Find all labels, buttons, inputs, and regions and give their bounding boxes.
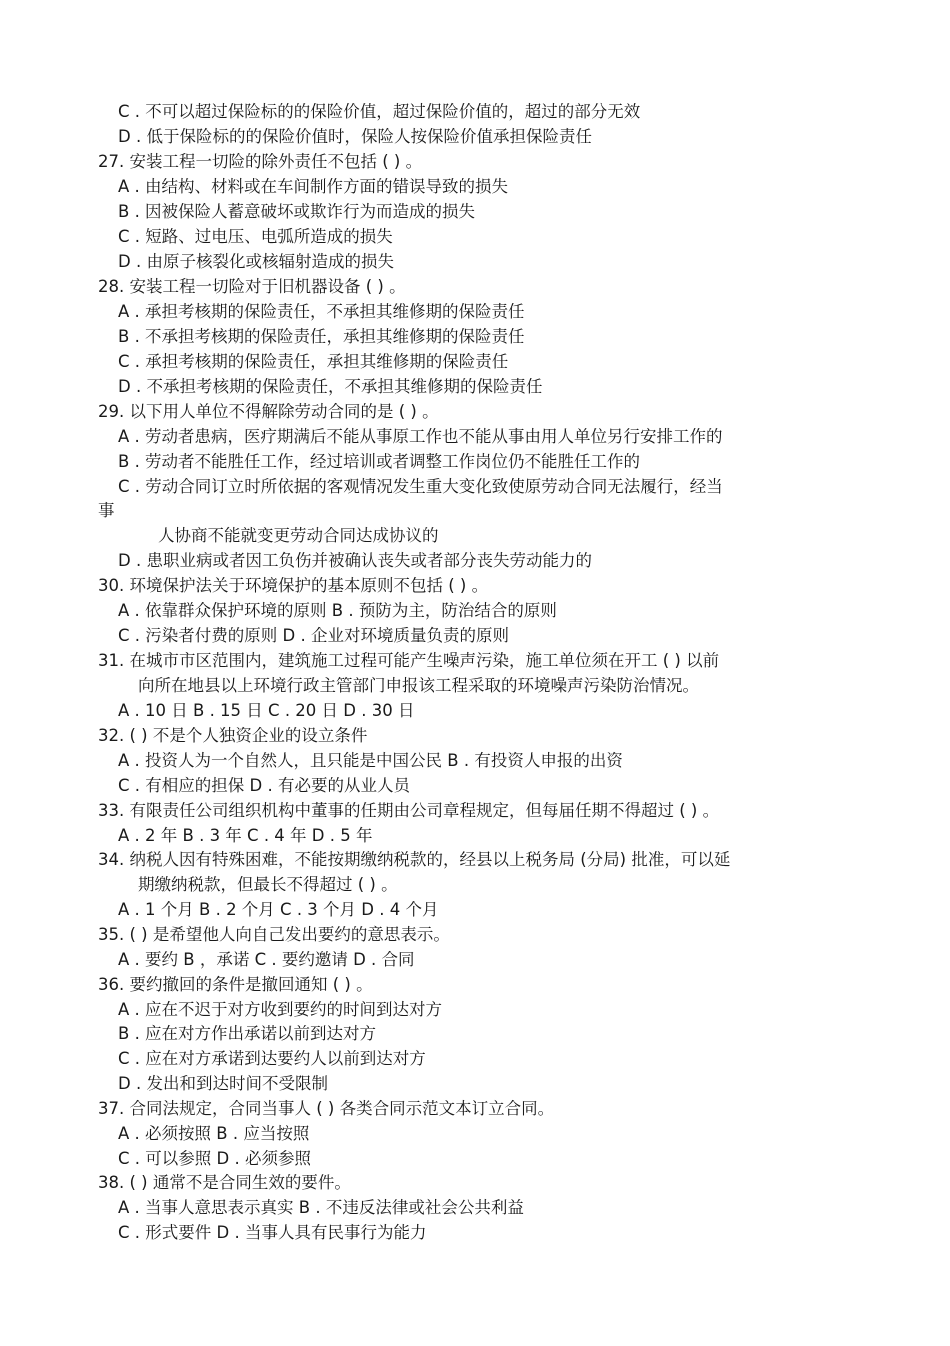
- continuation-line: 期缴纳税款，但最长不得超过 ( ) 。: [138, 875, 398, 894]
- option-line: D . 由原子核裂化或核辐射造成的损失: [118, 252, 394, 271]
- question-line: 32. ( ) 不是个人独资企业的设立条件: [98, 726, 368, 745]
- option-line: B . 因被保险人蓄意破坏或欺诈行为而造成的损失: [118, 202, 476, 221]
- question-line: 33. 有限责任公司组织机构中董事的任期由公司章程规定，但每届任期不得超过 ( ) 。: [98, 801, 720, 820]
- option-line: A . 必须按照 B . 应当按照: [118, 1124, 310, 1143]
- option-line: A . 承担考核期的保险责任，不承担其维修期的保险责任: [118, 302, 525, 321]
- option-line: C . 短路、过电压、电弧所造成的损失: [118, 227, 393, 246]
- question-line: 28. 安装工程一切险对于旧机器设备 ( ) 。: [98, 277, 406, 296]
- question-line: 34. 纳税人因有特殊困难，不能按期缴纳税款的，经县以上税务局 (分局) 批准，可以延: [98, 850, 731, 869]
- option-line: C . 不可以超过保险标的的保险价值，超过保险价值的，超过的部分无效: [118, 102, 641, 121]
- option-line: A . 由结构、材料或在车间制作方面的错误导致的损失: [118, 177, 509, 196]
- option-line: A . 要约 B ，承诺 C . 要约邀请 D . 合同: [118, 950, 415, 969]
- option-line: A . 依靠群众保护环境的原则 B . 预防为主，防治结合的原则: [118, 601, 557, 620]
- option-line: A . 10 日 B . 15 日 C . 20 日 D . 30 日: [118, 701, 415, 720]
- question-line: 29. 以下用人单位不得解除劳动合同的是 ( ) 。: [98, 402, 439, 421]
- option-line: B . 应在对方作出承诺以前到达对方: [118, 1024, 377, 1043]
- option-line: C . 可以参照 D . 必须参照: [118, 1149, 311, 1168]
- option-line: A . 当事人意思表示真实 B . 不违反法律或社会公共利益: [118, 1198, 524, 1217]
- option-line: D . 低于保险标的的保险价值时，保险人按保险价值承担保险责任: [118, 127, 592, 146]
- option-line: A . 劳动者患病，医疗期满后不能从事原工作也不能从事由用人单位另行安排工作的: [118, 427, 723, 446]
- option-line: C . 劳动合同订立时所依据的客观情况发生重大变化致使原劳动合同无法履行，经当: [118, 477, 723, 496]
- option-line: B . 劳动者不能胜任工作，经过培训或者调整工作岗位仍不能胜任工作的: [118, 452, 641, 471]
- option-line: B . 不承担考核期的保险责任，承担其维修期的保险责任: [118, 327, 525, 346]
- option-line: D . 不承担考核期的保险责任，不承担其维修期的保险责任: [118, 377, 543, 396]
- option-line: A . 投资人为一个自然人，且只能是中国公民 B . 有投资人申报的出资: [118, 751, 623, 770]
- continuation-line: 人协商不能就变更劳动合同达成协议的: [158, 526, 439, 545]
- continuation-line: 向所在地县以上环境行政主管部门申报该工程采取的环境噪声污染防治情况。: [138, 676, 699, 695]
- option-line: C . 应在对方承诺到达要约人以前到达对方: [118, 1049, 426, 1068]
- option-line: C . 污染者付费的原则 D . 企业对环境质量负责的原则: [118, 626, 509, 645]
- option-line: A . 2 年 B . 3 年 C . 4 年 D . 5 年: [118, 826, 373, 845]
- option-line: C . 有相应的担保 D . 有必要的从业人员: [118, 776, 410, 795]
- option-line: A . 1 个月 B . 2 个月 C . 3 个月 D . 4 个月: [118, 900, 439, 919]
- question-line: 36. 要约撤回的条件是撤回通知 ( ) 。: [98, 975, 373, 994]
- question-line: 27. 安装工程一切险的除外责任不包括 ( ) 。: [98, 152, 423, 171]
- question-line: 38. ( ) 通常不是合同生效的要件。: [98, 1173, 351, 1192]
- question-line: 35. ( ) 是希望他人向自己发出要约的意思表示。: [98, 925, 450, 944]
- option-line: C . 承担考核期的保险责任，承担其维修期的保险责任: [118, 352, 509, 371]
- wrapped-text-line: 事: [98, 501, 115, 520]
- option-line: A . 应在不迟于对方收到要约的时间到达对方: [118, 1000, 443, 1019]
- question-line: 37. 合同法规定，合同当事人 ( ) 各类合同示范文本订立合同。: [98, 1099, 555, 1118]
- option-line: C . 形式要件 D . 当事人具有民事行为能力: [118, 1223, 427, 1242]
- option-line: D . 发出和到达时间不受限制: [118, 1074, 328, 1093]
- option-line: D . 患职业病或者因工负伤并被确认丧失或者部分丧失劳动能力的: [118, 551, 592, 570]
- question-line: 30. 环境保护法关于环境保护的基本原则不包括 ( ) 。: [98, 576, 489, 595]
- question-line: 31. 在城市市区范围内，建筑施工过程可能产生噪声污染，施工单位须在开工 ( ) 以前: [98, 651, 720, 670]
